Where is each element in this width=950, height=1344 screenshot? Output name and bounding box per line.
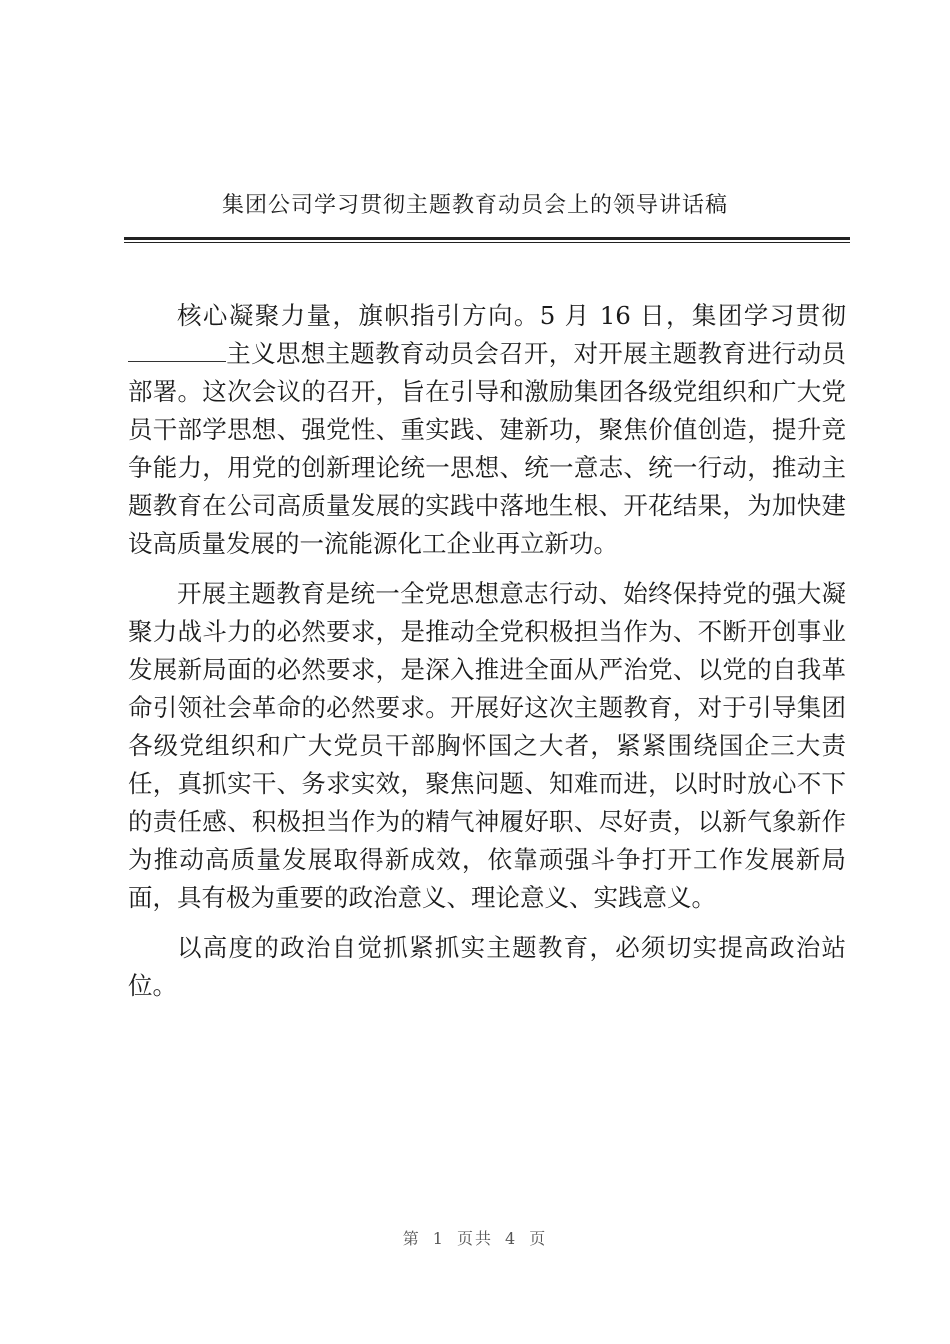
footer-middle: 页共 bbox=[456, 1229, 493, 1248]
footer-suffix: 页 bbox=[529, 1229, 548, 1248]
paragraph: 开展主题教育是统一全党思想意志行动、始终保持党的强大凝聚力战斗力的必然要求，是推动全党积极担当作为、不断开创事业发展新局面的必然要求，是深入推进全面从严治党、以党的自我革命引领社会革命的必然要求。开展好这次主题教育，对于引导集团各级党组织和广大党员干部胸怀国之大者，紧紧围绕国企三大责任，真抓实干、务求实效，聚焦问题、知难而进，以时时放心不下的责任感、积极担当作为的精气神履好职、尽好责，以新气象新作为推动高质量发展取得新成效，依靠顽强斗争打开工作发展新局面，具有极为重要的政治意义、理论意义、实践意义。 bbox=[128, 579, 846, 912]
footer-total-pages: 4 bbox=[505, 1229, 518, 1248]
paragraph: 以高度的政治自觉抓紧抓实主题教育，必须切实提高政治站位。 bbox=[128, 933, 846, 1000]
paragraph bbox=[128, 297, 846, 563]
footer-page-number: 1 bbox=[432, 1229, 445, 1248]
paragraph-text-before-blank: 核心凝聚力量，旗帜指引方向。5 月 16 日，集团学习贯彻 bbox=[177, 301, 846, 330]
document-body bbox=[128, 297, 846, 1005]
paragraph-text-after-blank: 主义思想主题教育动员会召开，对开展主题教育进行动员部署。这次会议的召开，旨在引导和激励集团各级党组织和广大党员干部学思想、强党性、重实践、建新功，聚焦价值创造，提升竞争能力，用党的创新理论统一思想、统一意志、统一行动，推动主题教育在公司高质量发展的实践中落地生根、开花结果，为加快建设高质量发展的一流能源化工企业再立新功。 bbox=[128, 339, 846, 558]
title-divider-thick bbox=[124, 237, 850, 240]
title-divider-thin bbox=[124, 242, 850, 243]
title-divider bbox=[124, 237, 850, 243]
footer-prefix: 第 bbox=[402, 1229, 421, 1248]
page-title: 集团公司学习贯彻主题教育动员会上的领导讲话稿 bbox=[221, 193, 728, 218]
page-footer bbox=[0, 1226, 950, 1249]
fill-in-blank bbox=[128, 341, 226, 362]
